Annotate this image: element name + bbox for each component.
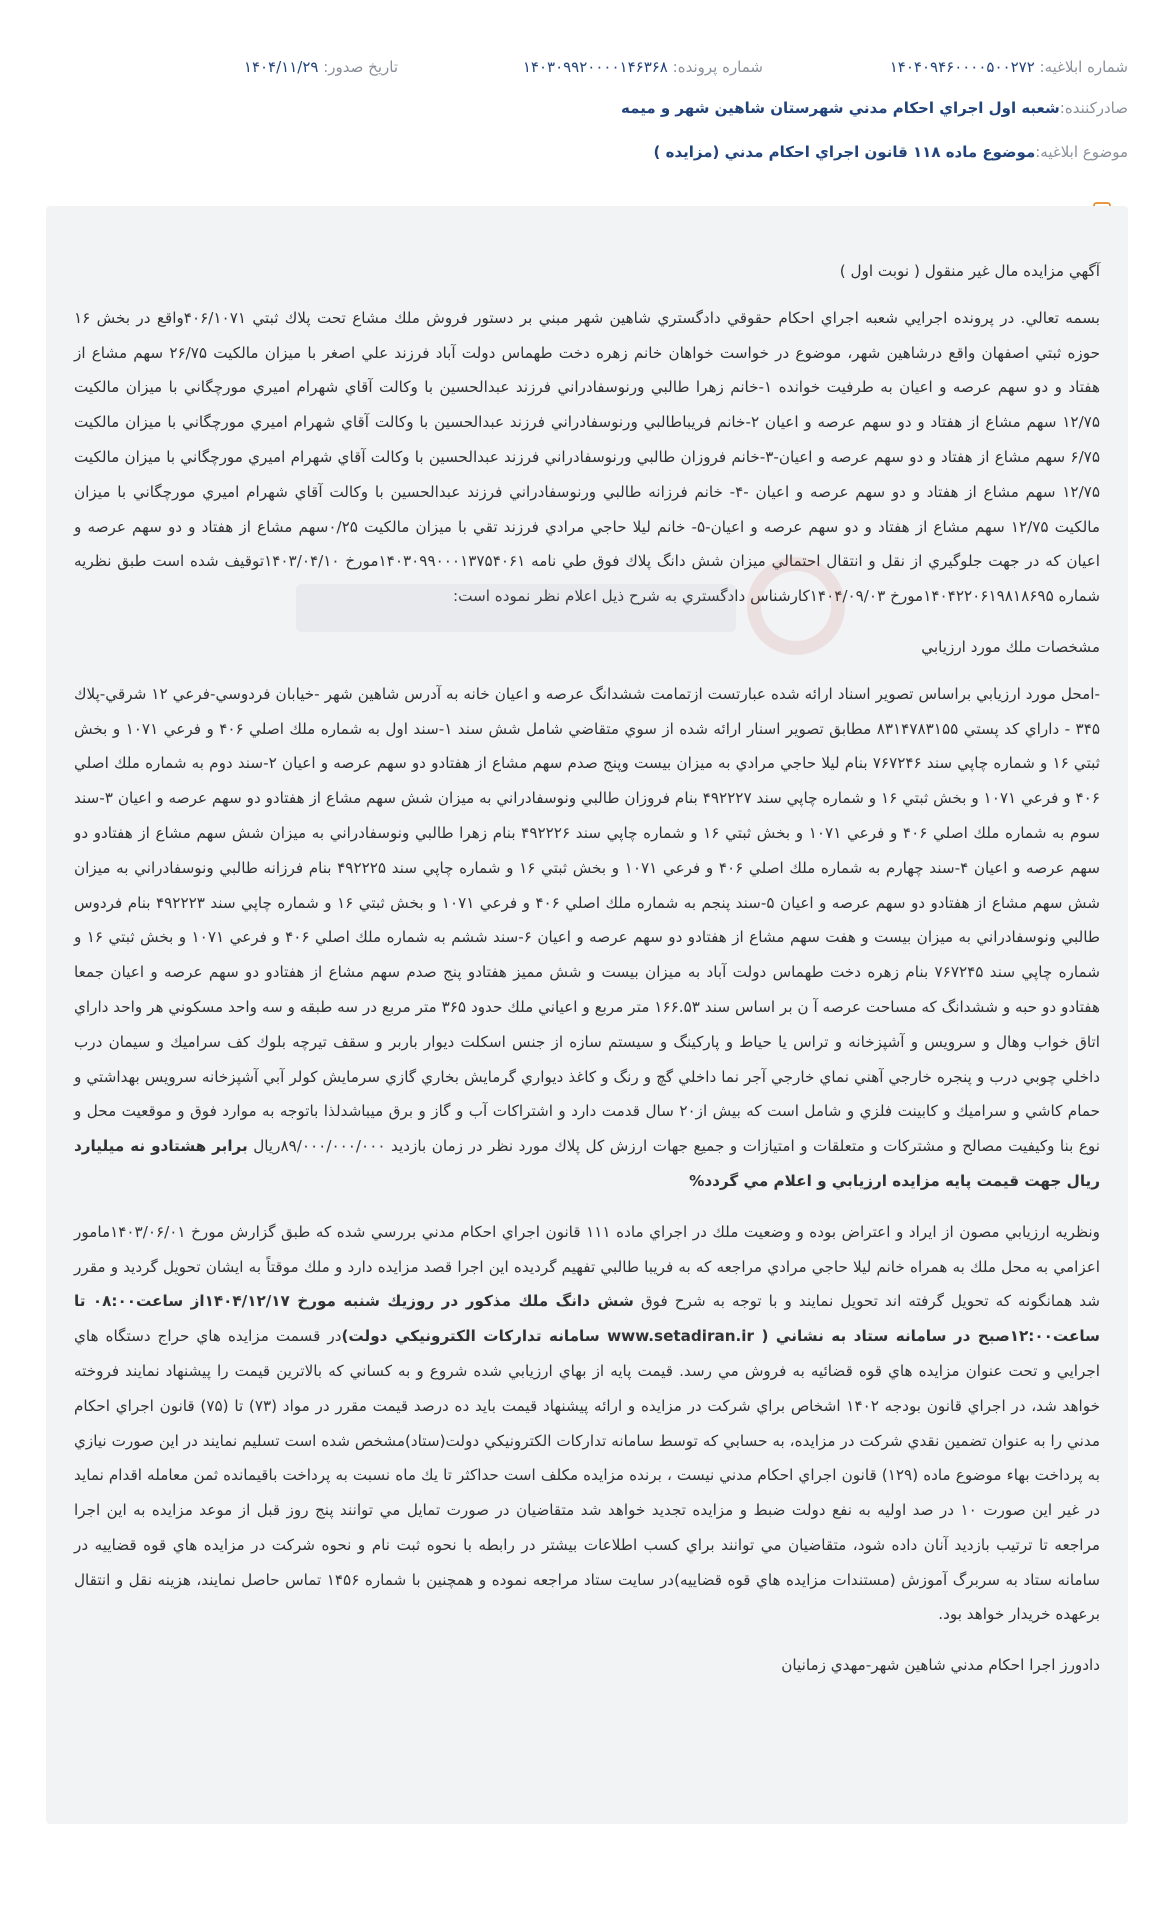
subject-label: موضوع ابلاغيه:	[1035, 143, 1128, 161]
file-number-label: شماره پرونده:	[672, 58, 763, 76]
issuer: شعبه اول اجراي احکام مدني شهرستان شاهين شهر و ميمه	[621, 99, 1060, 117]
file-number: ۱۴۰۳۰۹۹۲۰۰۰۰۱۴۶۳۶۸	[522, 58, 668, 76]
notice-number-group	[890, 58, 1128, 76]
auction-date-statement: شش دانگ ملك مذكور در روزيك شنبه مورخ ۱۴۰۴/۱۲/۱۷از ساعت۰۸:۰۰ تا ساعت۱۲:۰۰صبح در سامانه ستاد به نشاني ( www.setadiran.ir سامانه تدارکات الکترونيکي دولت)	[74, 1292, 1100, 1346]
issue-date-label: تاريخ صدور:	[323, 58, 398, 76]
meta-row-issuer	[40, 99, 1128, 117]
base-price-statement: برابر هشتادو نه ميليارد ريال جهت قيمت پايه مزايده ارزيابي و اعلام مي گردد%	[74, 1137, 1100, 1190]
notice-paragraph-1: بسمه تعالي. در پرونده اجرايي شعبه اجراي احكام حقوقي دادگستري شاهين شهر مبني بر دستور فروش ملك مشاع تحت پلاك ثبتي ۴۰۶/۱۰۷۱واقع در بخش ۱۶ حوزه ثبتي اصفهان واقع درشاهين شهر، موضوع در خواست خواهان خانم زهره دخت طهماس دولت آباد فرزند علي اصغر با ميزان مالكيت ۲۶/۷۵ سهم مشاع از هفتاد و دو سهم عرصه و اعيان به طرفيت خوانده ۱-خانم زهرا طالبي ورنوسفادراني فرزند عبدالحسين با وكالت آقاي شهرام اميري مورچگاني با ميزان مالكيت ۱۲/۷۵ سهم مشاع از هفتاد و دو سهم عرصه و اعيان ۲-خانم فريباطالبي ورنوسفادراني فرزند عبدالحسين با وكالت آقاي شهرام اميري مورچگاني با ميزان مالكيت ۶/۷۵ سهم مشاع از هفتاد و دو سهم عرصه و اعيان-۳-خانم فروزان طالبي ورنوسفادراني فرزند عبدالحسين با وكالت آقاي شهرام اميري مورچگاني با ميزان مالكيت ۱۲/۷۵ سهم مشاع از هفتاد و دو سهم عرصه و اعيان -۴- خانم فرزانه طالبي ورنوسفادراني فرزند عبدالحسين با وكالت آقاي شهرام اميري مورچگاني با ميزان مالكيت ۱۲/۷۵ سهم مشاع از هفتاد و دو سهم عرصه و اعيان-۵- خانم ليلا حاجي مرادي فرزند تقي با ميزان مالكيت ۰/۲۵سهم مشاع از هفتاد و دو سهم عرصه و اعيان كه در جهت جلوگيري از نقل و انتقال احتمالي ميزان شش دانگ پلاك فوق طي نامه ۱۴۰۳۰۹۹۰۰۰۱۳۷۵۴۰۶۱مورخ ۱۴۰۳/۰۴/۱۰توقيف شده است طبق نظريه شماره ۱۴۰۴۲۲۰۶۱۹۸۱۸۶۹۵مورخ ۱۴۰۴/۰۹/۰۳كارشناس دادگستري به شرح ذيل اعلام نظر نموده است:	[74, 308, 1101, 606]
paragraph-2-text: -امحل مورد ارزيابي براساس تصوير اسناد ارائه شده عبارتست ازتمامت ششدانگ عرصه و اعيان خانه به آدرس شاهين شهر -خيابان فردوسي-فرعي ۱۲ شرقي-پلاك ۳۴۵ - داراي كد پستي ۸۳۱۴۷۸۳۱۵۵ مطابق تصوير اسنار ارائه شده از سوي متقاضي شامل شش سند ۱-سند اول به شماره ملك اصلي ۴۰۶ و فرعي ۱۰۷۱ و بخش ثبتي ۱۶ و شماره چاپي سند ۷۶۷۲۴۶ بنام ليلا حاجي مرادي به ميزان بيست وپنج صدم سهم مشاع از هفتادو دو سهم عرصه و اعيان ۲-سند دوم به شماره ملك اصلي ۴۰۶ و فرعي ۱۰۷۱ و بخش ثبتي ۱۶ و شماره چاپي سند ۴۹۲۲۲۷ بنام فروزان طالبي ونوسفادراني به ميزان شش سهم مشاع از هفتادو دو سهم عرصه و اعيان ۳-سند سوم به شماره ملك اصلي ۴۰۶ و فرعي ۱۰۷۱ و بخش ثبتي ۱۶ و شماره چاپي سند ۴۹۲۲۲۶ بنام زهرا طالبي ونوسفادراني به ميزان شش سهم مشاع از هفتادو دو سهم عرصه و اعيان ۴-سند چهارم به شماره ملك اصلي ۴۰۶ و فرعي ۱۰۷۱ و بخش ثبتي ۱۶ و شماره چاپي سند ۴۹۲۲۲۵ بنام فرزانه طالبي ونوسفادراني به ميزان شش سهم مشاع از هفتادو دو سهم عرصه و اعيان ۵-سند پنجم به شماره ملك اصلي ۴۰۶ و فرعي ۱۰۷۱ و بخش ثبتي ۱۶ و شماره چاپي سند ۴۹۲۲۲۳ بنام فردوس طالبي ونوسفادراني به ميزان بيست و هفت سهم مشاع از هفتادو دو سهم عرصه و اعيان ۶-سند ششم به شماره ملك اصلي ۴۰۶ و فرعي ۱۰۷۱ و بخش ثبتي ۱۶ و شماره چاپي سند ۷۶۷۲۴۵ بنام زهره دخت طهماس دولت آباد به ميزان بيست و شش مميز هفتادو پنج صدم سهم مشاع از هفتادو دو سهم عرصه و اعيان جمعا هفتادو دو حبه و ششدانگ كه مساحت عرصه آ ن بر اساس سند ۱۶۶.۵۳ متر مربع و اعياني ملك حدود ۳۶۵ متر مربع در سه طبقه و سه واحد مسكوني هر واحد داراي اتاق خواب وهال و سرويس و آشپزخانه و تراس يا حياط و پاركينگ و سيستم سازه از جنس اسكلت ديوار باربر و سقف تيرچه بلوك كف سراميك و سيمان درب داخلي چوبي درب و پنجره خارجي آهني نماي خارجي آجر نما داخلي گچ و رنگ و كاغذ ديواري گرمايش بخاري گازي سرمايش كولر آبي آشپزخانه سرويس بهداشتي و حمام كاشي و سراميك و كابينت فلزي و شامل است كه بيش از۲۰ سال قدمت دارد و اشتراكات آب و گاز و برق ميباشدلذا باتوجه به موارد فوق و موقعيت محل و نوع بنا وكيفيت مصالح و مشتركات و متعلقات و امتيازات و جميع جهات ارزش كل پلاك مورد نظر در زمان بازديد ۸۹/۰۰۰/۰۰۰/۰۰۰ريال	[74, 684, 1101, 1156]
issue-date: ۱۴۰۴/۱۱/۲۹	[243, 58, 319, 76]
paragraph-3-text-a: ونظريه ارزيابي مصون از ايراد و اعتراض بوده و وضعيت ملك در اجراي ماده ۱۱۱ قانون اجراي احكام مدني بررسي شده كه طبق گزارش مورخ ۱۴۰۳/۰۶/۰۱مامور اعزامي به محل ملك به همراه خانم ليلا حاجي مرادي مراجعه كه به فريبا طالبي تفهيم گرديده اين اجرا قصد مزايده دارد و ملك موقتاً به ايشان تحويل گرديد و مقرر شد همانگونه كه تحويل گرفته اند تحويل نمايند و با توجه به شرح فوق	[74, 1222, 1100, 1311]
subject: موضوع ماده ۱۱۸ قانون اجراي احکام مدني (مزايده )	[653, 143, 1036, 161]
notice-number: ۱۴۰۴۰۹۴۶۰۰۰۰۵۰۰۲۷۲	[889, 58, 1035, 76]
meta-row-subject	[40, 143, 1128, 161]
file-number-group	[523, 58, 763, 76]
paragraph-3-text-c: در قسمت مزايده هاي حراج دستگاه هاي اجرايي و تحت عنوان مزايده هاي قوه قضائيه به فروش مي رسد. قيمت پايه از بهاي ارزيابي شده شروع و به كساني كه بالاترين قيمت را پيشنهاد نمايند فروخته خواهد شد، در اجراي قانون بودجه ۱۴۰۲ اشخاص براي شركت در مزايده و ارائه پيشنهاد قيمت بايد ده درصد قيمت مقرر در مواد (۷۳) تا (۷۵) قانون اجراي احكام مدني را به عنوان تضمين نقدي شركت در مزايده، به حسابي كه توسط سامانه تداركات الكترونيكي دولت(ستاد)مشخص شده است تسليم نمايند در اين صورت نيازي به پرداخت بهاء موضوع ماده (۱۲۹) قانون اجراي احكام مدني نيست ، برنده مزايده مكلف است حداكثر تا يك ماه نسبت به پرداخت باقيمانده ثمن معامله اقدام نمايد در غير اين صورت ۱۰ در صد اوليه به نفع دولت ضبط و مزايده تجديد خواهد شد متقاضيان در صورت تمايل مي توانند پنج روز قبل از موعد مزايده به اين اجرا مراجعه تا ترتيب بازديد آنان داده شود، متقاضيان مي توانند براي كسب اطلاعات بيشتر در رابطه با نحوه ثبت نام و نحوه شركت در مزايده هاي قوه قضاييه در سامانه ستاد به سربرگ آموزش (مستندات مزايده هاي قوه قضاييه)در سايت ستاد مراجعه نموده و همچنين با شماره ۱۴۵۶ تماس حاصل نمايند، هزينه نقل و انتقال برعهده خريدار خواهد بود.	[74, 1327, 1101, 1624]
issue-date-group	[244, 58, 398, 76]
notice-body-box	[46, 206, 1128, 1824]
issuer-label: صادرکننده:	[1059, 99, 1128, 117]
specs-heading: مشخصات ملك مورد ارزيابي	[921, 637, 1100, 656]
signature: دادورز اجرا احكام مدني شاهين شهر-مهدي زمانيان	[781, 1656, 1100, 1675]
notice-heading: آگهي مزايده مال غير منقول ( نوبت اول )	[839, 262, 1100, 280]
notice-number-label: شماره ابلاغيه:	[1039, 58, 1128, 76]
notice-paragraph-2	[74, 677, 1100, 1199]
notice-paragraph-3	[74, 1215, 1100, 1633]
